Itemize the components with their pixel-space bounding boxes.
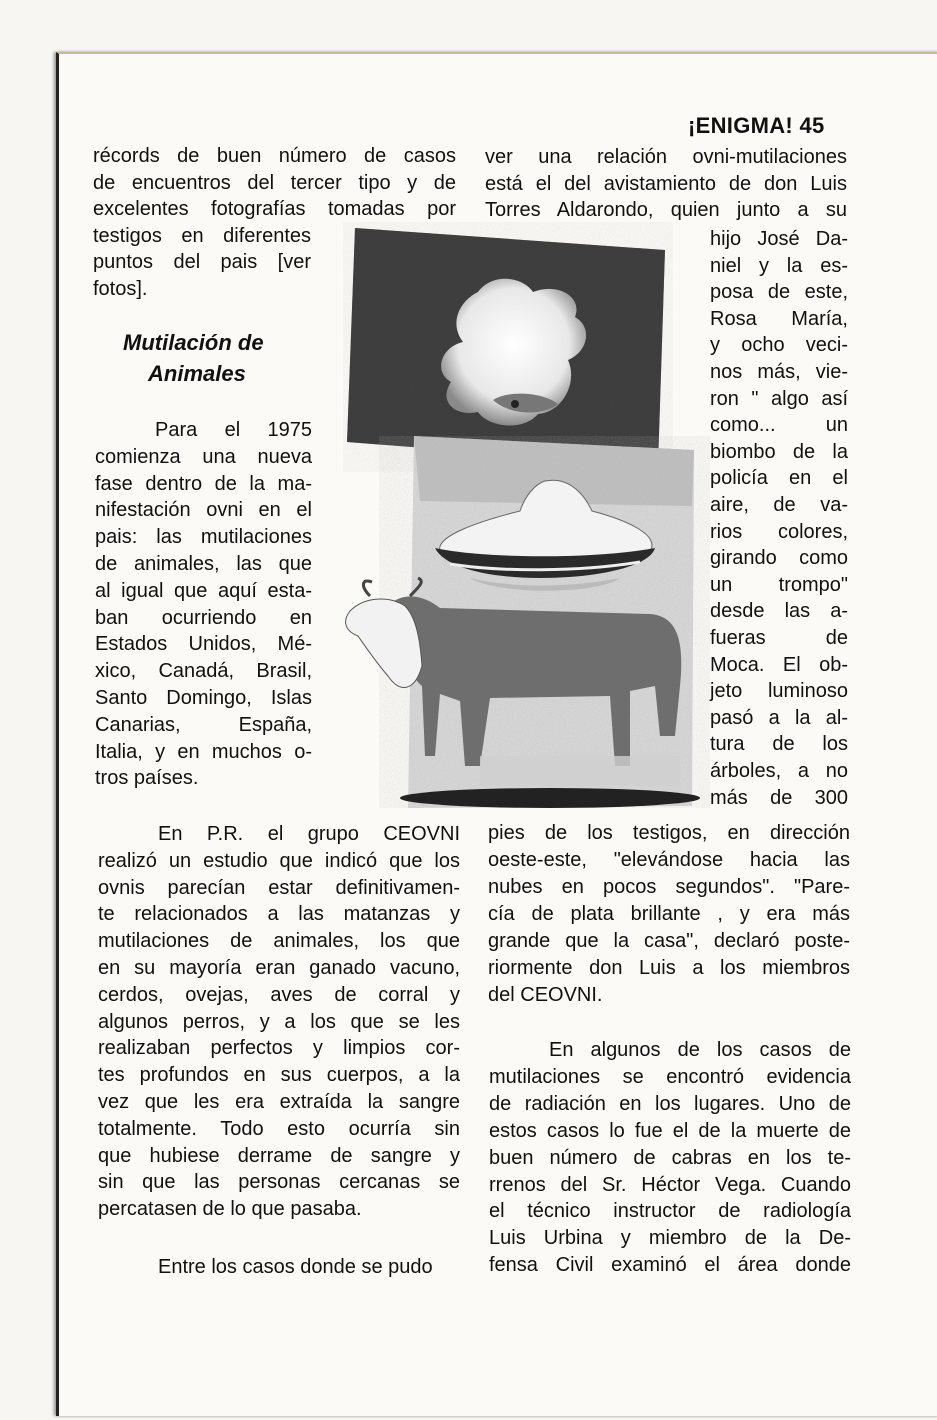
right-narrow-line: policía en el [710,467,848,490]
right-top-line: ver una relación ovni-mutilaciones [485,146,847,168]
right-bottom-line: En algunos de los casos de [549,1039,851,1061]
left-top-line: de encuentros del tercer tipo y de [93,171,456,194]
right-narrow-line: rios colores, [710,520,848,543]
right-narrow-line: Rosa María, [710,307,848,330]
right-narrow-line: posa de este, [710,281,848,304]
left-mid-line: fase dentro de la ma- [95,472,312,495]
right-narrow-line: girando como [710,547,848,570]
left-bottom-line: en su mayoría eran ganado vacuno, [98,957,460,979]
left-bottom-line: totalmente. Todo esto ocurría sin [98,1117,460,1140]
right-top-line: está el del avistamiento de don Luis [485,172,847,195]
right-top-line: Torres Aldarondo, quien junto a su [485,199,847,222]
left-bottom-line: tes profundos en sus cuerpos, a la [98,1064,460,1087]
left-bottom-line: algunos perros, y a los que se les [98,1010,460,1033]
left-mid-line: Para el 1975 [155,419,312,441]
left-bottom-line: ovnis parecían estar definitivamen- [98,876,460,899]
right-narrow-line: hijo José Da- [710,228,848,250]
right-bottom-line: fensa Civil examinó el área donde [489,1254,851,1277]
left-top-line: puntos del pais [ver [93,251,311,273]
right-wide-line: cía de plata brillante , y era más [488,903,850,925]
left-bottom-line: vez que les era extraída la sangre [98,1091,460,1113]
right-narrow-line: tura de los [710,733,848,756]
right-bottom-line: de radiación en los lugares. Uno de [489,1092,851,1115]
left-mid-line: Italia, y en muchos o- [95,740,312,763]
right-narrow-line: un trompo" [710,573,848,596]
left-bottom-line: realizaban perfectos y limpios cor- [98,1037,460,1060]
subheading-line-1: Mutilación de [123,330,264,355]
right-narrow-line: nos más, vie- [710,361,848,383]
right-bottom-line: estos casos lo fue el de la muerte de [489,1119,851,1142]
right-narrow-line: fueras de [710,627,848,649]
ufo-saucer-cow-photo [330,436,710,808]
right-narrow-line: Moca. El ob- [710,653,848,676]
left-mid-line: xico, Canadá, Brasil, [95,660,312,683]
left-mid-line: Estados Unidos, Mé- [95,633,312,656]
left-bottom-line: percatasen de lo que pasaba. [98,1198,362,1221]
left-top-line: récords de buen número de casos [93,145,456,167]
right-wide-line: del CEOVNI. [488,984,603,1006]
right-wide-line: oeste-este, "elevándose hacia las [488,849,850,871]
left-mid-line: Canarias, España, [95,713,312,736]
right-bottom-line: rrenos del Sr. Héctor Vega. Cuando [489,1173,851,1196]
page-header: ¡ENIGMA! 45 [688,113,825,138]
right-bottom-line: buen número de cabras en los te- [489,1146,851,1169]
ufo-cloud-photo [343,222,673,472]
left-bottom-line: cerdos, ovejas, aves de corral y [98,983,460,1006]
right-narrow-line: más de 300 [710,786,848,809]
left-top-line: excelentes fotografías tomadas por [93,198,456,220]
right-bottom-line: mutilaciones se encontró evidencia [489,1065,851,1088]
left-mid-line: al igual que aquí esta- [95,579,312,602]
left-mid-line: Santo Domingo, Islas [95,687,312,709]
right-narrow-line: aire, de va- [710,494,848,516]
right-narrow-line: ron " algo así [710,387,848,410]
left-bottom-line: que hubiese derrame de sangre y [98,1144,460,1167]
left-bottom-line: sin que las personas cercanas se [98,1171,460,1194]
left-bottom-line: mutilaciones de animales, los que [98,930,460,953]
right-wide-line: riormente don Luis a los miembros [488,957,850,979]
left-mid-line: pais: las mutilaciones [95,526,312,549]
right-bottom-line: Luis Urbina y miembro de la De- [489,1227,851,1250]
right-narrow-line: niel y la es- [710,254,848,277]
right-wide-line: pies de los testigos, en dirección [488,822,850,844]
left-last-line: Entre los casos donde se pudo [158,1256,433,1278]
subheading-line-2: Animales [148,361,246,386]
right-narrow-line: jeto luminoso [710,680,848,703]
left-mid-line: nifestación ovni en el [95,499,312,522]
right-narrow-line: desde las a- [710,600,848,623]
left-mid-line: tros países. [95,767,199,790]
right-narrow-line: biombo de la [710,440,848,463]
right-wide-line: nubes en pocos segundos". "Pare- [488,876,850,898]
left-top-line: testigos en diferentes [93,224,311,247]
left-bottom-line: te relacionados a las matanzas y [98,903,460,926]
left-bottom-line: realizó un estudio que indicó que los [98,849,460,872]
right-bottom-line: el técnico instructor de radiología [489,1200,851,1223]
left-mid-line: de animales, las que [95,553,312,575]
left-top-line: fotos]. [93,277,148,300]
right-wide-line: grande que la casa", declaró poste- [488,930,850,952]
right-narrow-line: como... un [710,414,848,437]
right-narrow-line: árboles, a no [710,760,848,782]
left-mid-line: comienza una nueva [95,445,312,468]
left-mid-line: ban ocurriendo en [95,606,312,629]
right-narrow-line: pasó a la al- [710,706,848,729]
right-narrow-line: y ocho veci- [710,334,848,357]
left-bottom-line: En P.R. el grupo CEOVNI [158,823,460,845]
